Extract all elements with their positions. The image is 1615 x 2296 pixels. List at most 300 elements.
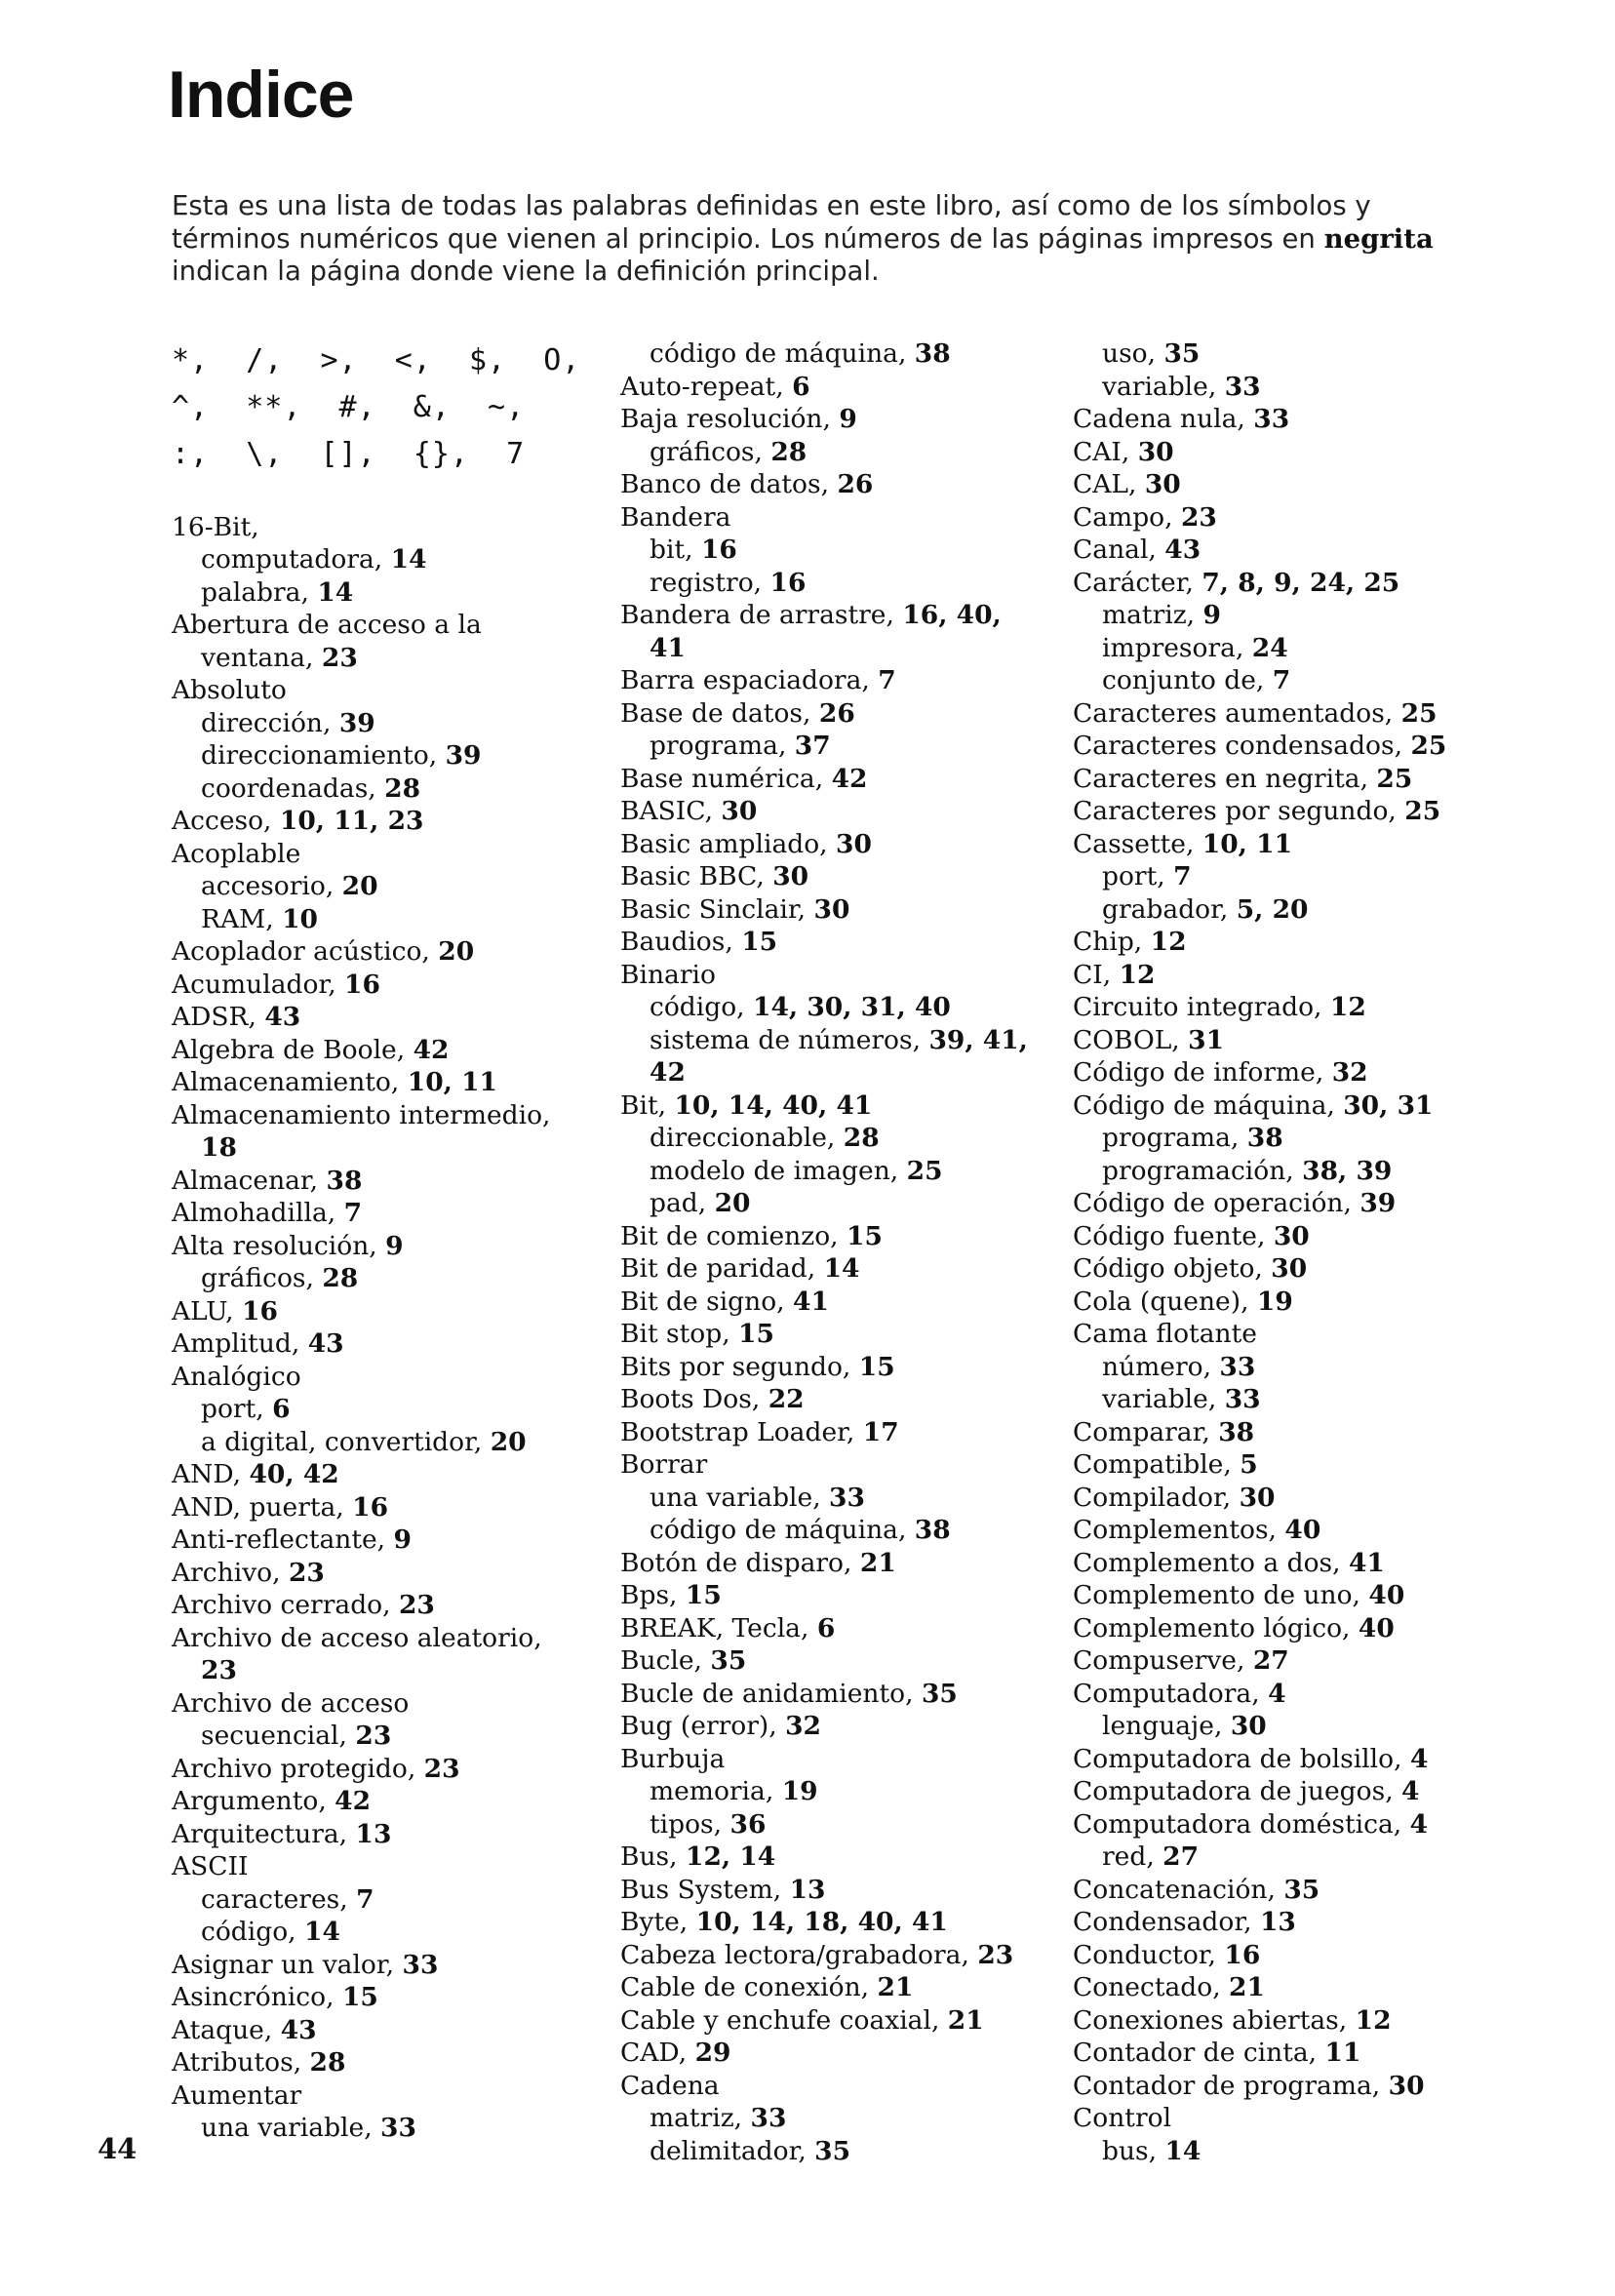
entry-term: Archivo de acceso <box>172 1687 410 1719</box>
entry-page-numbers: 28 <box>770 436 808 467</box>
index-entry <box>620 1743 1069 1776</box>
entry-term: código de máquina, <box>650 338 915 369</box>
entry-term: modelo de imagen, <box>650 1155 907 1186</box>
index-entry <box>172 969 601 1002</box>
entry-page-numbers: 13 <box>789 1874 826 1905</box>
entry-page-numbers: 10, 11 <box>407 1067 497 1097</box>
entry-page-numbers: 14 <box>823 1253 860 1284</box>
entry-page-numbers: 41 <box>1348 1547 1385 1578</box>
index-subentry <box>1073 1841 1580 1874</box>
index-subentry <box>1073 664 1580 697</box>
entry-term: Archivo de acceso aleatorio, <box>172 1622 542 1653</box>
entry-term: COBOL, <box>1073 1024 1189 1055</box>
entry-term: Código de informe, <box>1073 1057 1332 1088</box>
entry-page-numbers: 32 <box>1331 1057 1368 1088</box>
index-subentry <box>620 730 1069 763</box>
entry-term: Burbuja <box>620 1743 726 1774</box>
page-title: Indice <box>168 58 354 132</box>
index-entry <box>1073 567 1580 600</box>
index-subentry <box>172 1883 601 1917</box>
index-entry <box>620 1547 1069 1580</box>
index-entry <box>1073 468 1580 501</box>
index-entry <box>620 468 1069 501</box>
entry-term: matriz, <box>1102 600 1203 630</box>
index-subentry <box>172 903 601 936</box>
entry-term: Caracteres por segundo, <box>1073 796 1405 826</box>
entry-page-numbers: 43 <box>264 1002 301 1032</box>
entry-page-numbers: 25 <box>1376 763 1413 794</box>
index-subentry <box>620 1122 1069 1155</box>
entry-term: Cable de conexión, <box>620 1972 878 2002</box>
entry-page-numbers: 16 <box>352 1491 389 1523</box>
entry-term: sistema de números, <box>650 1024 929 1055</box>
entry-term: Código de máquina, <box>1073 1089 1344 1121</box>
index-subentry <box>172 576 601 610</box>
entry-term: Caracteres condensados, <box>1073 731 1411 761</box>
entry-term: Base de datos, <box>620 697 819 729</box>
entry-page-numbers: 28 <box>384 772 421 804</box>
entry-page-numbers: 10, 14, 18, 40, 41 <box>695 1907 948 1937</box>
entry-term: Anti-reflectante, <box>172 1524 394 1555</box>
index-entry <box>172 1818 601 1851</box>
index-entry <box>172 1557 601 1590</box>
entry-term: Acceso, <box>172 806 280 836</box>
entry-term: Bug (error), <box>620 1711 786 1741</box>
entry-term: Campo, <box>1073 501 1181 533</box>
entry-term: Archivo, <box>172 1557 289 1588</box>
index-entry <box>620 1971 1069 2004</box>
index-entry <box>620 1220 1069 1253</box>
entry-page-numbers: 15 <box>741 927 778 957</box>
entry-term: Computadora de bolsillo, <box>1073 1743 1410 1774</box>
index-subentry <box>620 1024 1069 1057</box>
entry-term: lenguaje, <box>1102 1711 1231 1741</box>
entry-term: Cadena nula, <box>1073 404 1254 434</box>
entry-term: computadora, <box>201 544 391 574</box>
entry-page-numbers: 23 <box>321 642 358 673</box>
entry-term: conjunto de, <box>1102 665 1273 695</box>
entry-term: Basic BBC, <box>620 861 773 891</box>
index-subentry <box>1073 632 1580 665</box>
spacer <box>172 478 601 511</box>
index-entry <box>1073 1187 1580 1220</box>
entry-term: AND, <box>172 1459 250 1489</box>
entry-page-numbers: 38 <box>1246 1123 1283 1153</box>
index-entry <box>1073 1971 1580 2004</box>
entry-term: BREAK, Tecla, <box>620 1612 817 1643</box>
entry-term: Almacenamiento, <box>172 1067 408 1097</box>
entry-page-numbers: 33 <box>829 1482 865 1513</box>
entry-term: ADSR, <box>172 1002 265 1032</box>
index-entry <box>1073 730 1580 763</box>
index-subentry <box>620 567 1069 600</box>
index-entry <box>1073 1089 1580 1123</box>
index-entry <box>172 1066 601 1099</box>
entry-page-numbers: 9 <box>839 404 857 434</box>
entry-term: número, <box>1102 1351 1220 1382</box>
index-entry <box>1073 2004 1580 2038</box>
index-entry <box>172 1327 601 1361</box>
entry-page-numbers: 39 <box>1359 1188 1397 1218</box>
index-subentry <box>172 1393 601 1426</box>
entry-page-numbers: 30 <box>813 893 850 925</box>
entry-page-numbers: 10, 14, 40, 41 <box>674 1089 873 1121</box>
index-entry <box>1073 1874 1580 1907</box>
entry-page-numbers: 42 <box>650 1057 686 1088</box>
entry-term: código, <box>201 1917 304 1947</box>
entry-term: Carácter, <box>1073 567 1202 598</box>
entry-page-numbers: 23 <box>201 1655 237 1685</box>
index-subentry <box>172 543 601 576</box>
index-entry <box>620 763 1069 796</box>
entry-page-numbers: 20 <box>714 1188 751 1218</box>
index-subentry <box>620 1808 1069 1841</box>
index-entry <box>1073 1775 1580 1808</box>
index-subentry <box>1073 337 1580 371</box>
entry-page-numbers: 23 <box>977 1939 1014 1970</box>
index-entry <box>1073 1024 1580 1057</box>
entry-page-numbers: 32 <box>785 1711 821 1741</box>
entry-page-numbers: 12, 14 <box>686 1841 776 1872</box>
entry-page-numbers: 30 <box>1271 1253 1308 1284</box>
entry-page-numbers: 21 <box>877 1972 914 2002</box>
entry-page-numbers: 7 <box>356 1883 374 1915</box>
entry-term: caracteres, <box>201 1883 357 1915</box>
entry-term: Computadora doméstica, <box>1073 1808 1410 1840</box>
index-entry <box>172 609 601 642</box>
entry-term: Complemento lógico, <box>1073 1612 1359 1643</box>
entry-page-numbers: 23 <box>355 1721 392 1751</box>
entry-term: CAL, <box>1073 469 1145 499</box>
index-entry <box>1073 828 1580 861</box>
index-entry <box>1073 403 1580 436</box>
entry-term: gráficos, <box>201 1263 323 1293</box>
entry-page-numbers: 7 <box>878 665 896 695</box>
index-subentry <box>1073 2135 1580 2168</box>
entry-page-numbers: 4 <box>1401 1776 1420 1806</box>
index-subentry <box>620 337 1069 371</box>
index-entry <box>1073 1579 1580 1612</box>
entry-term: Caracteres aumentados, <box>1073 697 1401 729</box>
entry-page-numbers: 30 <box>1388 2070 1425 2101</box>
entry-page-numbers: 30 <box>1144 469 1181 499</box>
index-subentry <box>1073 1155 1580 1188</box>
entry-term: Borrar <box>620 1449 708 1480</box>
entry-page-numbers: 22 <box>768 1384 805 1414</box>
entry-term: AND, puerta, <box>172 1491 353 1523</box>
index-entry <box>620 1612 1069 1645</box>
index-entry <box>1073 1448 1580 1482</box>
entry-term: Bus System, <box>620 1874 790 1905</box>
index-subentry <box>1073 1383 1580 1416</box>
entry-page-numbers: 35 <box>1163 338 1201 369</box>
entry-page-numbers: 16 <box>344 969 380 1000</box>
index-subentry <box>620 1056 1069 1089</box>
entry-term: variable, <box>1102 371 1225 402</box>
index-entry <box>172 1753 601 1786</box>
entry-page-numbers: 35 <box>814 2135 851 2166</box>
entry-term: Compilador, <box>1073 1482 1240 1513</box>
index-subentry <box>620 534 1069 567</box>
entry-page-numbers: 24 <box>1251 632 1288 663</box>
entry-term: pad, <box>650 1188 715 1218</box>
entry-term: Baja resolución, <box>620 404 840 434</box>
entry-term: Circuito integrado, <box>1073 992 1330 1022</box>
index-column-3 <box>1073 337 1580 2167</box>
entry-term: Chip, <box>1073 927 1151 957</box>
entry-page-numbers: 42 <box>831 763 868 794</box>
entry-term: gráficos, <box>650 436 771 467</box>
entry-term: Código objeto, <box>1073 1253 1272 1284</box>
entry-term: Botón de disparo, <box>620 1547 860 1578</box>
index-entry <box>620 664 1069 697</box>
entry-page-numbers: 14 <box>304 1917 340 1947</box>
entry-page-numbers: 4 <box>1409 1743 1429 1774</box>
entry-page-numbers: 10 <box>282 903 318 934</box>
index-subentry <box>620 1187 1069 1220</box>
index-entry <box>1073 2070 1580 2103</box>
entry-page-numbers: 40, 42 <box>249 1459 339 1489</box>
index-entry <box>620 1351 1069 1384</box>
entry-page-numbers: 7 <box>1272 665 1291 695</box>
index-subentry <box>1073 1351 1580 1384</box>
entry-page-numbers: 12 <box>1355 2004 1392 2036</box>
entry-term: Bandera <box>620 501 731 533</box>
entry-page-numbers: 42 <box>335 1786 372 1816</box>
index-entry <box>1073 1056 1580 1089</box>
entry-term: Cama flotante <box>1073 1319 1257 1349</box>
index-entry <box>620 893 1069 927</box>
entry-page-numbers: 14 <box>1164 2135 1201 2166</box>
entry-page-numbers: 36 <box>729 1808 767 1840</box>
entry-term: programación, <box>1102 1155 1303 1186</box>
index-entry <box>172 1001 601 1034</box>
entry-page-numbers: 18 <box>201 1132 237 1163</box>
entry-page-numbers: 14 <box>317 576 354 608</box>
index-subentry <box>620 1514 1069 1547</box>
index-entry <box>1073 1514 1580 1547</box>
entry-term: accesorio, <box>201 871 342 901</box>
index-entry <box>1073 926 1580 959</box>
entry-page-numbers: 33 <box>1219 1351 1256 1382</box>
entry-term: Barra espaciadora, <box>620 665 879 695</box>
entry-page-numbers: 33 <box>750 2103 787 2133</box>
entry-term: memoria, <box>650 1776 782 1806</box>
entry-page-numbers: 30, 31 <box>1343 1089 1434 1121</box>
entry-page-numbers: 30 <box>1239 1482 1276 1513</box>
entry-page-numbers: 12 <box>1119 959 1156 990</box>
entry-page-numbers: 25 <box>1410 731 1447 761</box>
entry-term: Argumento, <box>172 1786 335 1816</box>
entry-page-numbers: 20 <box>490 1426 527 1457</box>
index-entry <box>172 1491 601 1524</box>
entry-page-numbers: 29 <box>694 2038 731 2068</box>
index-entry <box>1073 1220 1580 1253</box>
entry-term: una variable, <box>650 1482 830 1513</box>
entry-term: Computadora, <box>1073 1678 1269 1709</box>
entry-term: programa, <box>1102 1123 1247 1153</box>
entry-page-numbers: 6 <box>792 371 810 402</box>
entry-term: Almacenar, <box>172 1165 327 1196</box>
entry-term: Cadena <box>620 2070 720 2101</box>
index-entry <box>172 1589 601 1622</box>
entry-term: Ataque, <box>172 2014 281 2045</box>
entry-page-numbers: 14 <box>390 544 427 574</box>
entry-term: Acoplador acústico, <box>172 936 439 967</box>
index-entry <box>620 2037 1069 2070</box>
entry-term: Archivo protegido, <box>172 1753 424 1784</box>
index-entry <box>172 1687 601 1721</box>
entry-term: matriz, <box>650 2103 751 2133</box>
index-column-2 <box>620 337 1069 2167</box>
entry-term: dirección, <box>201 707 339 738</box>
entry-term: delimitador, <box>650 2135 815 2166</box>
index-entry <box>172 2014 601 2047</box>
entry-page-numbers: 16 <box>1224 1939 1261 1970</box>
entry-term: ALU, <box>172 1295 243 1326</box>
entry-term: Bit stop, <box>620 1319 739 1349</box>
entry-page-numbers: 30 <box>836 828 872 859</box>
entry-page-numbers: 13 <box>355 1818 392 1849</box>
entry-page-numbers: 23 <box>423 1753 460 1784</box>
index-entry <box>1073 697 1580 731</box>
entry-page-numbers: 25 <box>906 1155 943 1186</box>
index-subentry <box>620 2102 1069 2135</box>
entry-page-numbers: 16 <box>700 534 737 565</box>
index-entry <box>620 1874 1069 1907</box>
index-entry <box>620 1252 1069 1286</box>
entry-page-numbers: 33 <box>1224 371 1261 402</box>
entry-term: Complemento de uno, <box>1073 1580 1369 1610</box>
index-entry <box>172 1622 601 1655</box>
entry-page-numbers: 9 <box>1202 600 1221 630</box>
entry-term: Arquitectura, <box>172 1818 356 1849</box>
entry-page-numbers: 16 <box>242 1295 278 1326</box>
entry-term: Computadora de juegos, <box>1073 1776 1402 1806</box>
entry-page-numbers: 7, 8, 9, 24, 25 <box>1201 567 1400 598</box>
entry-term: Cola (quene), <box>1073 1286 1257 1317</box>
entry-page-numbers: 23 <box>288 1557 325 1588</box>
entry-page-numbers: 42 <box>413 1034 450 1065</box>
entry-page-numbers: 15 <box>858 1351 895 1382</box>
entry-term: red, <box>1102 1841 1163 1872</box>
index-entry <box>620 1841 1069 1874</box>
index-entry <box>1073 1482 1580 1515</box>
symbol-list-line: *, /, >, <, $, O, <box>172 343 581 377</box>
index-entry <box>620 371 1069 404</box>
index-subentry <box>620 632 1069 665</box>
entry-term: Almohadilla, <box>172 1198 344 1228</box>
entry-term: port, <box>1102 861 1174 891</box>
entry-page-numbers: 6 <box>272 1394 291 1424</box>
entry-term: Algebra de Boole, <box>172 1034 414 1065</box>
index-entry <box>172 1524 601 1557</box>
index-column-1 <box>172 337 601 2145</box>
entry-term: Compuserve, <box>1073 1645 1253 1676</box>
index-entry <box>1073 1318 1580 1351</box>
entry-term: Auto-repeat, <box>620 371 793 402</box>
entry-page-numbers: 33 <box>380 2113 416 2143</box>
index-entry <box>1073 436 1580 469</box>
entry-page-numbers: 7 <box>1173 861 1192 891</box>
entry-term: Condensador, <box>1073 1907 1260 1937</box>
entry-term: ASCII <box>172 1851 249 1881</box>
entry-page-numbers: 37 <box>794 731 831 761</box>
entry-term: uso, <box>1102 338 1164 369</box>
entry-term: Bootstrap Loader, <box>620 1416 863 1447</box>
entry-page-numbers: 11 <box>1324 2038 1361 2068</box>
entry-page-numbers: 33 <box>402 1949 439 1980</box>
index-entry <box>1073 1644 1580 1678</box>
index-entry <box>620 1710 1069 1743</box>
entry-page-numbers: 6 <box>816 1612 836 1643</box>
entry-term: Bus, <box>620 1841 686 1872</box>
index-entry <box>620 697 1069 731</box>
entry-page-numbers: 43 <box>1164 534 1201 565</box>
entry-page-numbers: 41 <box>793 1286 829 1317</box>
entry-term: Código de operación, <box>1073 1188 1360 1218</box>
index-entry <box>620 795 1069 828</box>
entry-page-numbers: 17 <box>862 1416 899 1447</box>
index-entry <box>1073 501 1580 534</box>
index-entry <box>172 1230 601 1263</box>
entry-page-numbers: 30 <box>772 861 809 891</box>
entry-term: CI, <box>1073 959 1120 990</box>
entry-term: variable, <box>1102 1384 1225 1414</box>
entry-term: código, <box>650 992 753 1022</box>
intro-text-before: Esta es una lista de todas las palabras definidas en este libro, así como de los símbolos y términos numéricos que vienen al principio. Los números de las páginas impresos en <box>172 190 1371 255</box>
entry-page-numbers: 38, 39 <box>1302 1155 1393 1186</box>
entry-term: Control <box>1073 2103 1172 2133</box>
entry-page-numbers: 21 <box>859 1547 896 1578</box>
entry-term: Canal, <box>1073 534 1165 565</box>
entry-term: Cable y enchufe coaxial, <box>620 2004 948 2036</box>
intro-bold-word: negrita <box>1323 222 1434 255</box>
index-entry <box>172 1295 601 1328</box>
entry-term: Bucle, <box>620 1645 711 1676</box>
index-subentry <box>1073 1122 1580 1155</box>
index-entry <box>1073 534 1580 567</box>
index-entry <box>620 1644 1069 1678</box>
index-entry <box>1073 1906 1580 1939</box>
index-subentry <box>620 436 1069 469</box>
index-subentry <box>620 991 1069 1024</box>
entry-term: Acumulador, <box>172 969 345 1000</box>
entry-term: direccionable, <box>650 1123 844 1153</box>
entry-page-numbers: 41 <box>650 632 686 663</box>
entry-page-numbers: 40 <box>1368 1580 1405 1610</box>
entry-page-numbers: 16, 40, <box>902 600 1002 630</box>
entry-term: Código fuente, <box>1073 1220 1274 1251</box>
index-entry <box>1073 795 1580 828</box>
index-subentry <box>620 1155 1069 1188</box>
entry-term: Amplitud, <box>172 1328 308 1359</box>
entry-term: CAI, <box>1073 436 1138 467</box>
index-subentry <box>172 1720 601 1753</box>
symbol-list-line: ^, **, #, &, ~, <box>172 390 526 424</box>
intro-text-after: indican la página donde viene la definición principal. <box>172 256 880 287</box>
entry-page-numbers: 30 <box>1230 1711 1267 1741</box>
entry-term: Boots Dos, <box>620 1384 768 1414</box>
index-entry <box>172 1458 601 1491</box>
index-entry <box>620 828 1069 861</box>
entry-term: Bucle de anidamiento, <box>620 1678 922 1709</box>
entry-term: Basic Sinclair, <box>620 893 814 925</box>
entry-term: Conectado, <box>1073 1972 1230 2002</box>
entry-term: Caracteres en negrita, <box>1073 763 1377 794</box>
entry-term: impresora, <box>1102 632 1252 663</box>
entry-page-numbers: 9 <box>393 1524 412 1555</box>
